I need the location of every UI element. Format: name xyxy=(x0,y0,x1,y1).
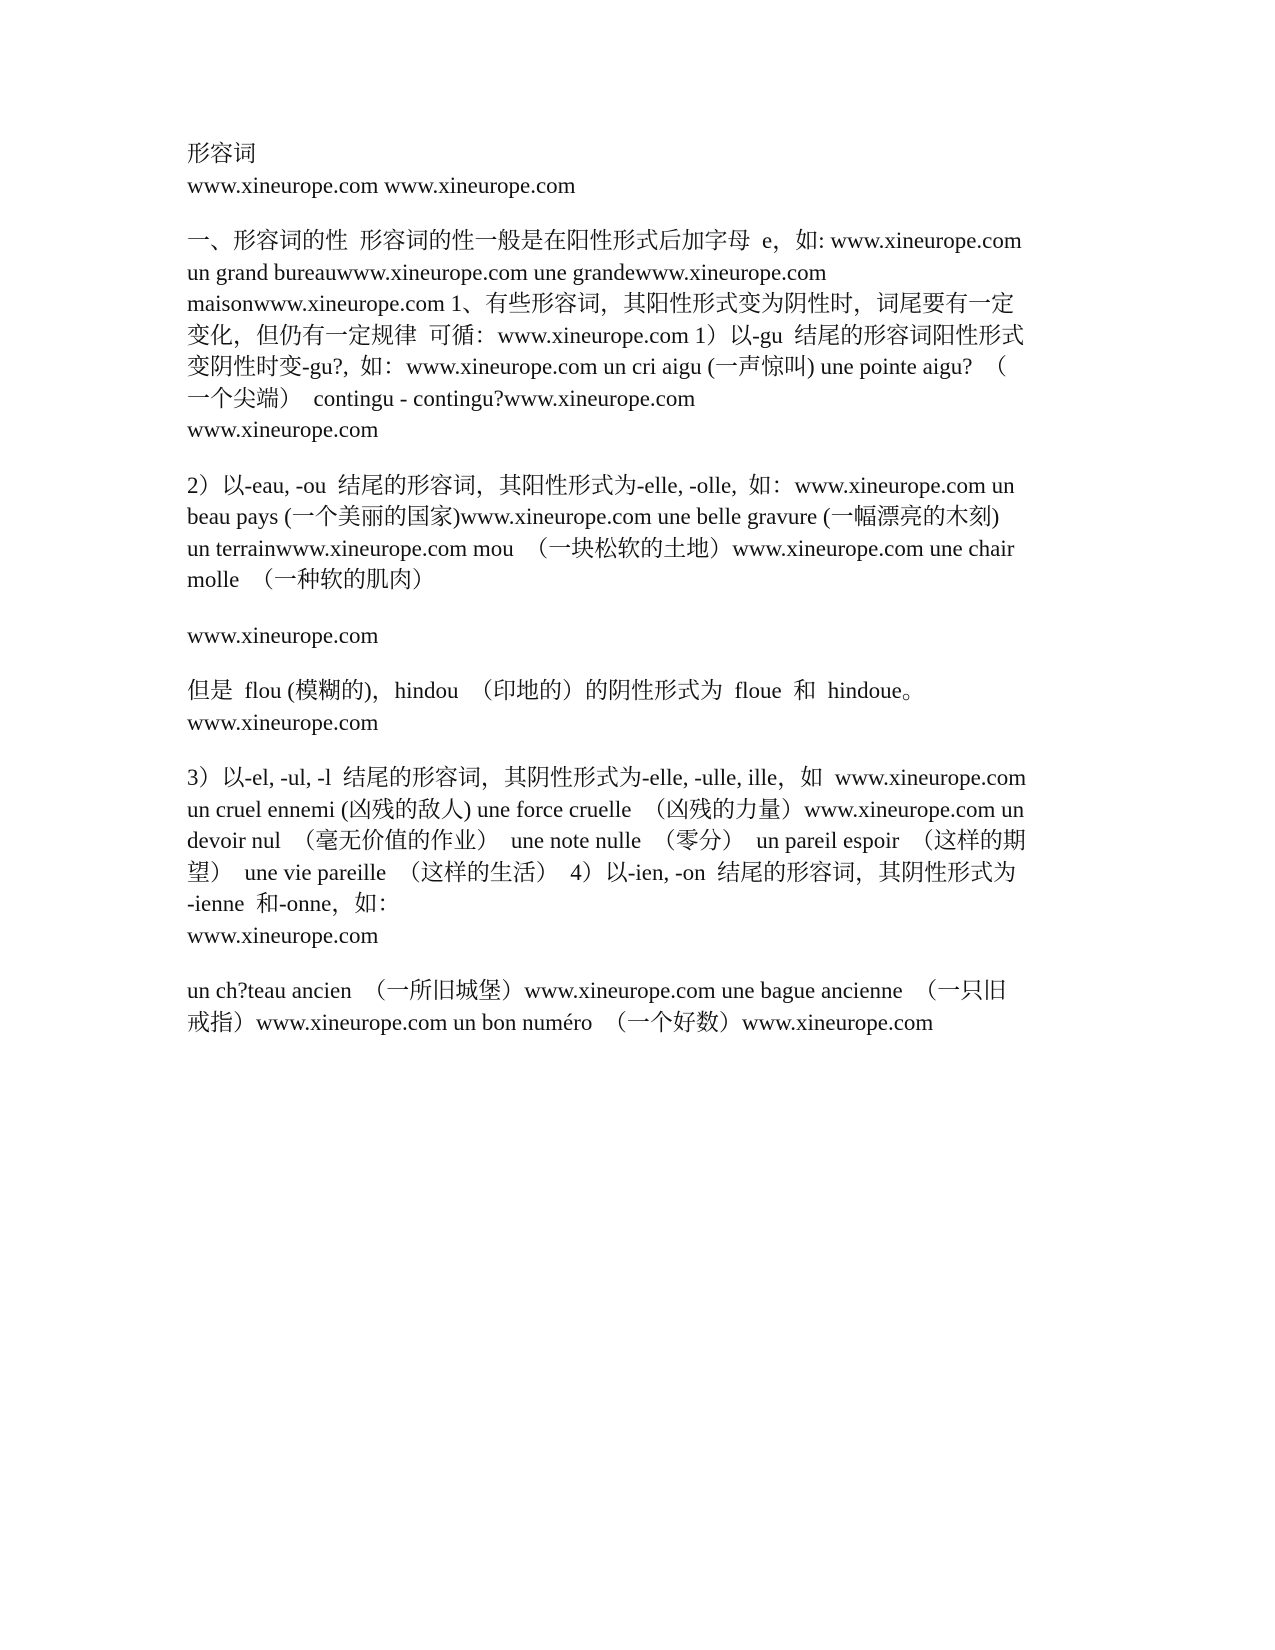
title-block xyxy=(187,138,1097,201)
text-line: 一个尖端） contingu - contingu?www.xineurope.com xyxy=(187,385,696,411)
text-line: 3）以-el, -ul, -l 结尾的形容词，其阴性形式为-elle, -ulle, ille，如 www.xineurope.com xyxy=(187,765,1027,790)
text-line: www.xineurope.com xyxy=(187,417,379,442)
text-line: 戒指）www.xineurope.com un bon numéro （一个好数）www.xineurope.com xyxy=(187,1009,934,1035)
text-line: un terrainwww.xineurope.com mou （一块松软的土地）www.xineurope.com une chair xyxy=(187,535,1015,561)
text-line: 但是 flou (模糊的)，hindou （印地的）的阴性形式为 floue 和 hindoue。 xyxy=(187,678,925,703)
text-line: un grand bureauwww.xineurope.com une grandewww.xineurope.com xyxy=(187,259,827,285)
paragraph-url xyxy=(187,620,1097,652)
text-line: www.xineurope.com xyxy=(187,709,379,735)
text-line: beau pays (一个美丽的国家)www.xineurope.com une belle gravure (一幅漂亮的木刻) xyxy=(187,504,1000,529)
text-line: www.xineurope.com xyxy=(187,922,379,948)
text-line: un ch?teau ancien （一所旧城堡）www.xineurope.com une bague ancienne （一只旧 xyxy=(187,978,1007,1003)
text-line: 变化，但仍有一定规律 可循：www.xineurope.com 1）以-gu 结尾的形容词阳性形式 xyxy=(187,322,1025,348)
paragraph-examples xyxy=(187,975,1097,1038)
paragraph-exception xyxy=(187,675,1097,738)
text-line: -ienne 和-onne，如： xyxy=(187,891,401,916)
paragraph-rule-2 xyxy=(187,470,1097,596)
text-line: maisonwww.xineurope.com 1、有些形容词，其阳性形式变为阴性时，词尾要有一定 xyxy=(187,291,1015,316)
text-line: 一、形容词的性 形容词的性一般是在阳性形式后加字母 e，如: www.xineurope.com xyxy=(187,228,1022,253)
document-title: 形容词 xyxy=(187,141,256,166)
paragraph-gender xyxy=(187,225,1097,446)
text-line: 望） une vie pareille （这样的生活） 4）以-ien, -on 结尾的形容词，其阴性形式为 xyxy=(187,859,1017,885)
text-line: molle （一种软的肌肉） xyxy=(187,567,435,592)
text-line: un cruel ennemi (凶残的敌人) une force cruelle （凶残的力量）www.xineurope.com un xyxy=(187,796,1025,822)
text-line: www.xineurope.com xyxy=(187,622,379,648)
paragraph-rule-3 xyxy=(187,762,1097,951)
document-page xyxy=(187,138,1097,1062)
text-line: devoir nul （毫无价值的作业） une note nulle （零分） un pareil espoir （这样的期 xyxy=(187,828,1026,853)
text-line: 2）以-eau, -ou 结尾的形容词，其阳性形式为-elle, -olle, 如：www.xineurope.com un xyxy=(187,472,1015,498)
text-line: 变阴性时变-gu?, 如：www.xineurope.com un cri aigu (一声惊叫) une pointe aigu? （ xyxy=(187,354,1007,379)
text-line: www.xineurope.com www.xineurope.com xyxy=(187,172,576,198)
